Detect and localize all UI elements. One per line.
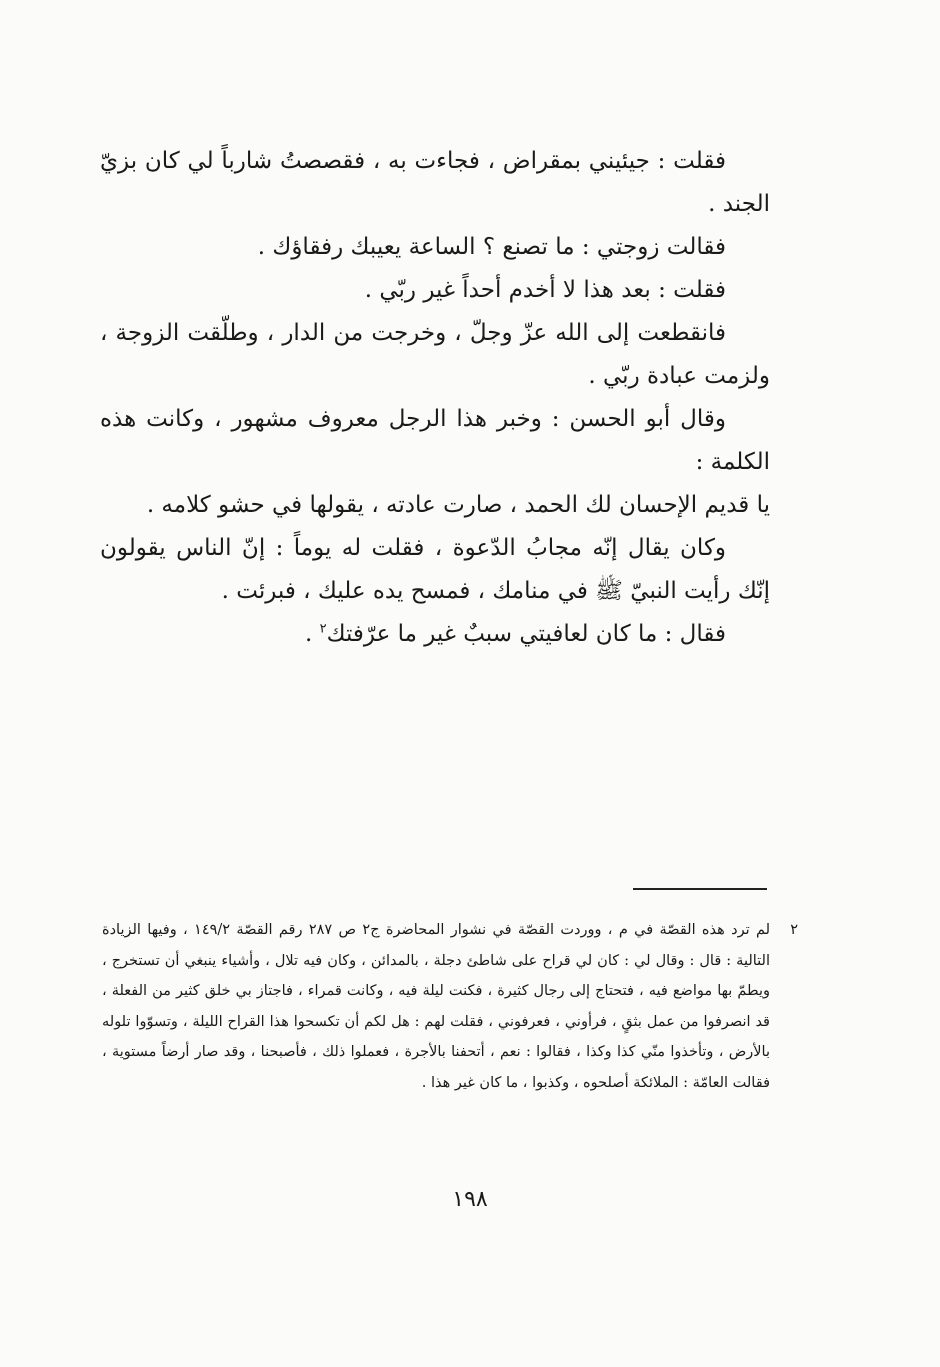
paragraph: فقالت زوجتي : ما تصنع ؟ الساعة يعيبك رفقاؤك . — [257, 234, 726, 260]
footnote — [102, 915, 798, 1098]
paragraph: فقلت : بعد هذا لا أخدم أحداً غير ربّي . — [364, 277, 726, 303]
page-number: ١٩٨ — [452, 1187, 488, 1212]
footnote-divider — [633, 888, 767, 890]
footnote-reference[interactable]: ٢ — [319, 621, 327, 637]
paragraph: يا قديم الإحسان لك الحمد ، صارت عادته ، يقولها في حشو كلامه . — [146, 492, 770, 518]
paragraph-text: فقال : ما كان لعافيتي سببٌ غير ما عرّفتك — [326, 621, 726, 647]
footnote-marker: ٢ — [790, 922, 798, 938]
paragraph: وقال أبو الحسن : وخبر هذا الرجل معروف مشهور ، وكانت هذه الكلمة : — [100, 406, 770, 475]
paragraph: وكان يقال إنّه مجابُ الدّعوة ، فقلت له يوماً : إنّ الناس يقولون إنّك رأيت النبيّ ﷺ في منامك ، فمسح يده عليك ، فبرئت . — [100, 535, 770, 604]
body-text — [100, 140, 770, 656]
paragraph: فقلت : جيئيني بمقراض ، فجاءت به ، فقصصتُ شارباً لي كان بزيّ الجند . — [100, 148, 770, 217]
footnote-text: لم ترد هذه القصّة في م ، ووردت القصّة في نشوار المحاضرة ج٢ ص ٢٨٧ رقم القصّة ١٤٩/٢ ، وفيها الزيادة التالية : قال : وقال لي : كان لي قراح على شاطئ دجلة ، بالمدائن ، وكان فيه تلال ، وأشياء ينبغي أن تستخرج ، ويطمّ بها مواضع فيه ، فتحتاج إلى رجال كثيرة ، فكنت ليلة فيه ، وكانت قمراء ، فاجتاز بي خلق كثير من الفعلة ، قد انصرفوا من عمل بثقٍ ، فرأوني ، فعرفوني ، فقلت لهم : هل لكم أن تكسحوا هذا القراح الليلة ، وتسوّوا تلوله بالأرض ، وتأخذوا منّي كذا وكذا ، فقالوا : نعم ، أتحفنا بالأجرة ، فعملوا ذلك ، فأصبحنا ، وقد صار أرضاً مستوية ، فقالت العامّة : الملائكة أصلحوه ، وكذبوا ، ما كان غير هذا . — [102, 922, 771, 1091]
last-paragraph: فقال : ما كان لعافيتي سببٌ غير ما عرّفتك$^٢$ . — [304, 621, 726, 647]
paragraph: فانقطعت إلى الله عزّ وجلّ ، وخرجت من الدار ، وطلّقت الزوجة ، ولزمت عبادة ربّي . — [100, 320, 770, 389]
